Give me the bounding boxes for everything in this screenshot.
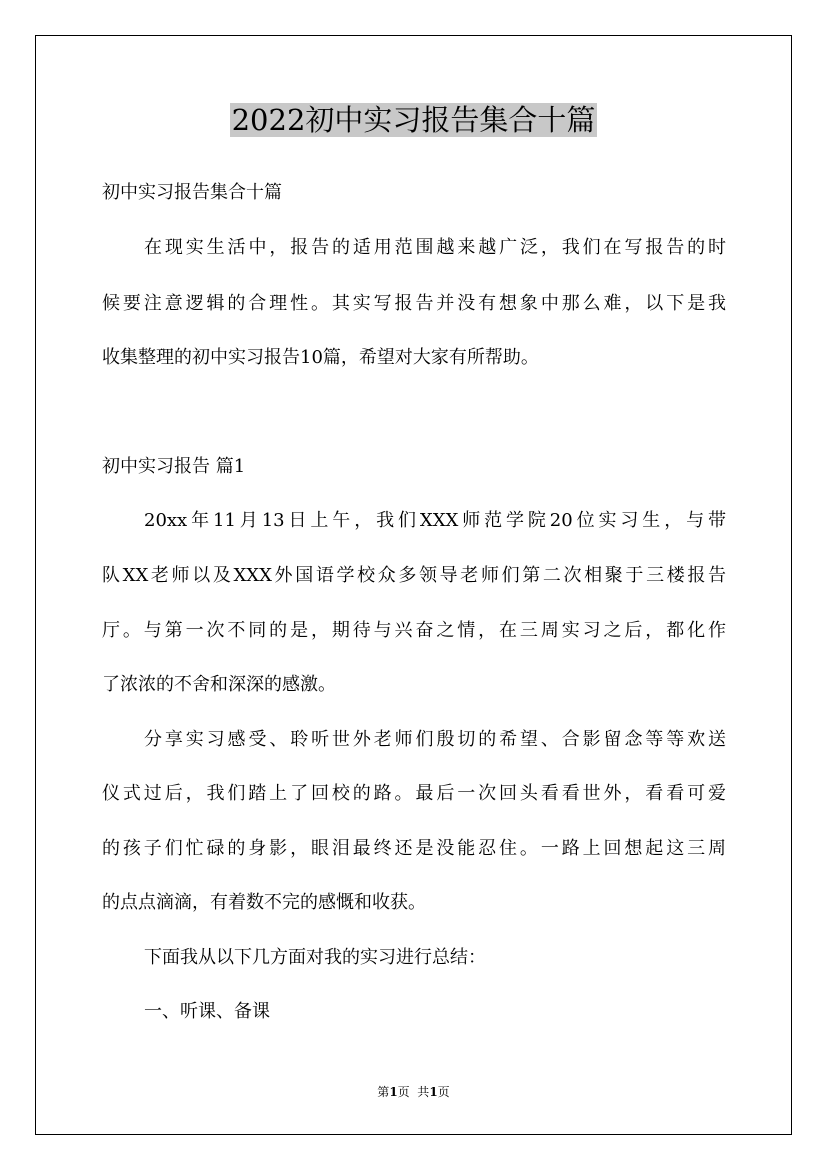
section-heading: 初中实习报告 篇1 bbox=[102, 456, 246, 477]
para2-line-2: 仪式过后，我们踏上了回校的路。最后一次回头看看世外，看看可爱 bbox=[102, 783, 726, 804]
para1-line-2: 队XX老师以及XXX外国语学校众多领导老师们第二次相聚于三楼报告 bbox=[102, 565, 726, 586]
intro-line-2: 候要注意逻辑的合理性。其实写报告并没有想象中那么难，以下是我 bbox=[102, 293, 726, 314]
subtitle: 初中实习报告集合十篇 bbox=[102, 182, 282, 203]
page-total: 1 bbox=[429, 1085, 438, 1099]
para3-line-1: 下面我从以下几方面对我的实习进行总结： bbox=[144, 947, 486, 968]
para2-line-1: 分享实习感受、聆听世外老师们殷切的希望、合影留念等等欢送 bbox=[144, 729, 726, 750]
list-item-1: 一、听课、备课 bbox=[144, 1001, 270, 1022]
para1-line-3: 厅。与第一次不同的是，期待与兴奋之情，在三周实习之后，都化作 bbox=[102, 620, 726, 641]
para1-line-1: 20xx年11月13日上午，我们XXX师范学院20位实习生，与带 bbox=[144, 510, 726, 531]
page-current: 1 bbox=[389, 1085, 398, 1099]
page-suffix: 页 bbox=[437, 1085, 450, 1099]
page-mid: 页 共 bbox=[397, 1085, 430, 1099]
para2-line-3: 的孩子们忙碌的身影，眼泪最终还是没能忍住。一路上回想起这三周 bbox=[102, 838, 726, 859]
document-title bbox=[0, 100, 827, 140]
document-title-text: 2022初中实习报告集合十篇 bbox=[231, 103, 596, 137]
para2-line-4: 的点点滴滴，有着数不完的感慨和收获。 bbox=[102, 892, 426, 913]
page-number-footer bbox=[0, 1083, 827, 1101]
intro-line-3: 收集整理的初中实习报告10篇，希望对大家有所帮助。 bbox=[102, 347, 539, 368]
page-prefix: 第 bbox=[377, 1085, 390, 1099]
intro-line-1: 在现实生活中，报告的适用范围越来越广泛，我们在写报告的时 bbox=[144, 237, 726, 258]
para1-line-4: 了浓浓的不舍和深深的感激。 bbox=[102, 674, 336, 695]
